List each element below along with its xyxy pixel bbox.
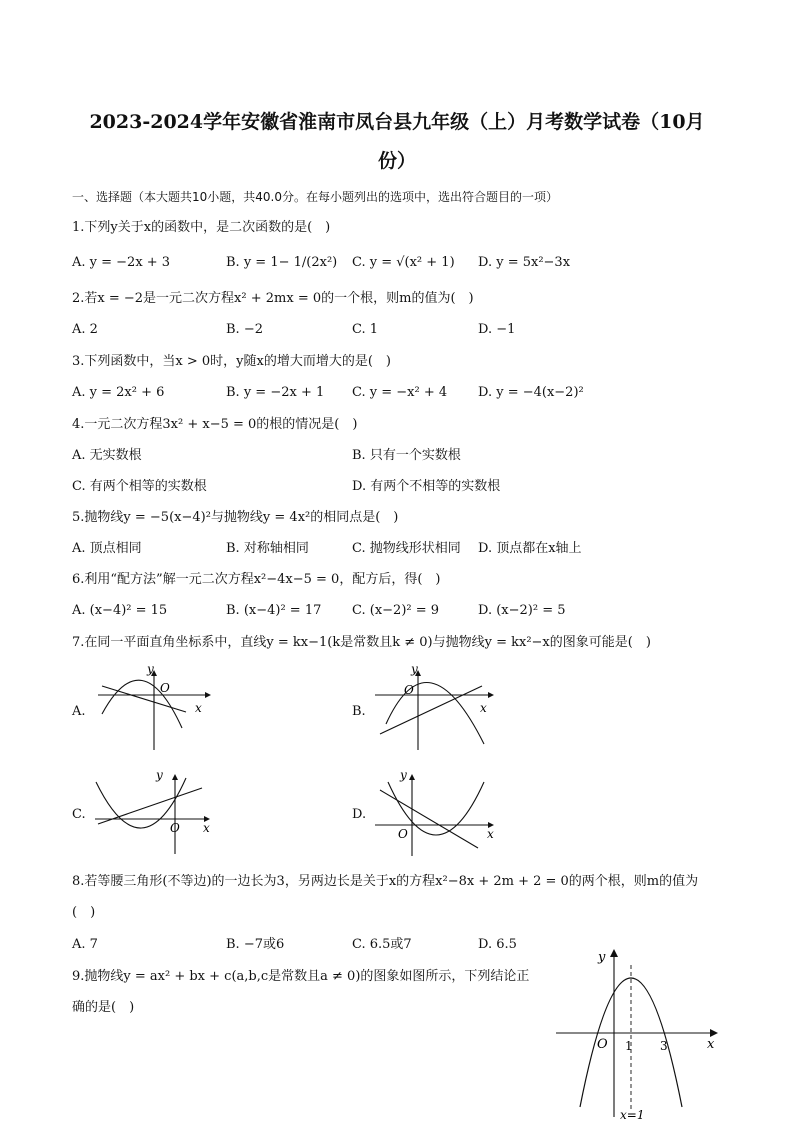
q4-option-c: C. 有两个相等的实数根 (72, 479, 207, 494)
y-label: y (147, 662, 154, 676)
q3-option-d: D. y = −4(x−2)² (478, 385, 584, 400)
x-label: x (480, 701, 487, 715)
q7-graph-b (370, 662, 495, 757)
q7-option-a: A. (72, 704, 86, 719)
q6-option-a: A. (x−4)² = 15 (72, 603, 168, 618)
line (380, 790, 478, 848)
y-arrow (172, 774, 178, 780)
y-label: y (156, 768, 163, 782)
x-arrow (488, 692, 494, 698)
y-label: y (411, 662, 418, 676)
question-3-stem: 3.下列函数中，当x > 0时，y随x的增大而增大的是( ) (72, 354, 391, 369)
origin-label: O (160, 681, 170, 695)
y-label: y (400, 768, 407, 782)
q1-option-c: C. y = √(x² + 1) (352, 255, 455, 270)
tick-label-3: 3 (660, 1039, 668, 1053)
q5-option-c: C. 抛物线形状相同 (352, 541, 461, 556)
q1-option-b: B. y = 1− 1/(2x²) (226, 255, 338, 270)
q3-option-c: C. y = −x² + 4 (352, 385, 448, 400)
q2-option-d: D. −1 (478, 322, 516, 337)
q4-option-d: D. 有两个不相等的实数根 (352, 479, 501, 494)
q2-option-c: C. 1 (352, 322, 379, 337)
q4-option-b: B. 只有一个实数根 (352, 448, 461, 463)
symmetry-label: x=1 (620, 1108, 645, 1121)
q8-option-b: B. −7或6 (226, 937, 285, 952)
q2-option-b: B. −2 (226, 322, 263, 337)
question-4-stem: 4.一元二次方程3x² + x−5 = 0的根的情况是( ) (72, 417, 358, 432)
q8-option-d: D. 6.5 (478, 937, 517, 952)
x-label: x (203, 821, 210, 835)
x-arrow (710, 1029, 718, 1037)
question-9-stem-cont: 确的是( ) (72, 1000, 135, 1015)
origin-label: O (597, 1037, 608, 1052)
q3-option-a: A. y = 2x² + 6 (72, 385, 165, 400)
q5-option-a: A. 顶点相同 (72, 541, 142, 556)
title-line-1: 2023-2024学年安徽省淮南市凤台县九年级（上）月考数学试卷（10月 (89, 111, 705, 133)
q2-option-a: A. 2 (72, 322, 98, 337)
question-8-stem: 8.若等腰三角形(不等边)的一边长为3，另两边长是关于x的方程x²−8x + 2m + 2 = 0的两个根，则m的值为 (72, 874, 699, 889)
origin-label: O (404, 683, 414, 697)
q6-option-c: C. (x−2)² = 9 (352, 603, 440, 618)
line (102, 686, 186, 712)
q9-graph (552, 945, 727, 1121)
tick-label-1: 1 (625, 1039, 633, 1053)
question-5-stem: 5.抛物线y = −5(x−4)²与抛物线y = 4x²的相同点是( ) (72, 510, 399, 525)
x-label: x (195, 701, 202, 715)
q6-option-d: D. (x−2)² = 5 (478, 603, 566, 618)
parabola (102, 680, 182, 728)
section-heading: 一、选择题（本大题共10小题，共40.0分。在每小题列出的选项中，选出符合题目的一项） (72, 190, 558, 204)
q3-option-b: B. y = −2x + 1 (226, 385, 325, 400)
q8-option-c: C. 6.5或7 (352, 937, 412, 952)
q5-option-b: B. 对称轴相同 (226, 541, 309, 556)
question-6-stem: 6.利用“配方法”解一元二次方程x²−4x−5 = 0，配方后，得( ) (72, 572, 441, 587)
q7-option-d: D. (352, 807, 367, 822)
q7-option-b: B. (352, 704, 366, 719)
title-line-2: 份） (377, 150, 416, 172)
question-8-stem-cont: ( ) (72, 905, 96, 920)
origin-label: O (170, 821, 180, 835)
question-1-stem: 1.下列y关于x的函数中，是二次函数的是( ) (72, 220, 331, 235)
q7-graph-c (90, 766, 215, 861)
q7-graph-a (90, 662, 215, 757)
q7-graph-d (370, 766, 500, 861)
x-label: x (707, 1037, 715, 1052)
question-9-stem: 9.抛物线y = ax² + bx + c(a,b,c是常数且a ≠ 0)的图象如图所示，下列结论正 (72, 969, 530, 984)
q1-option-d: D. y = 5x²−3x (478, 255, 571, 270)
y-label: y (598, 950, 606, 965)
q5-option-d: D. 顶点都在x轴上 (478, 541, 582, 556)
line (380, 686, 482, 734)
q7-option-c: C. (72, 807, 86, 822)
x-label: x (487, 827, 494, 841)
x-arrow (205, 692, 211, 698)
y-arrow (610, 949, 618, 957)
origin-label: O (398, 827, 408, 841)
question-2-stem: 2.若x = −2是一元二次方程x² + 2mx = 0的一个根，则m的值为( ) (72, 291, 474, 306)
y-arrow (409, 774, 415, 780)
q6-option-b: B. (x−4)² = 17 (226, 603, 322, 618)
q4-option-a: A. 无实数根 (72, 448, 142, 463)
question-7-stem: 7.在同一平面直角坐标系中，直线y = kx−1(k是常数且k ≠ 0)与抛物线y = kx²−x的图象可能是( ) (72, 635, 651, 650)
q1-option-a: A. y = −2x + 3 (72, 255, 171, 270)
q8-option-a: A. 7 (72, 937, 98, 952)
